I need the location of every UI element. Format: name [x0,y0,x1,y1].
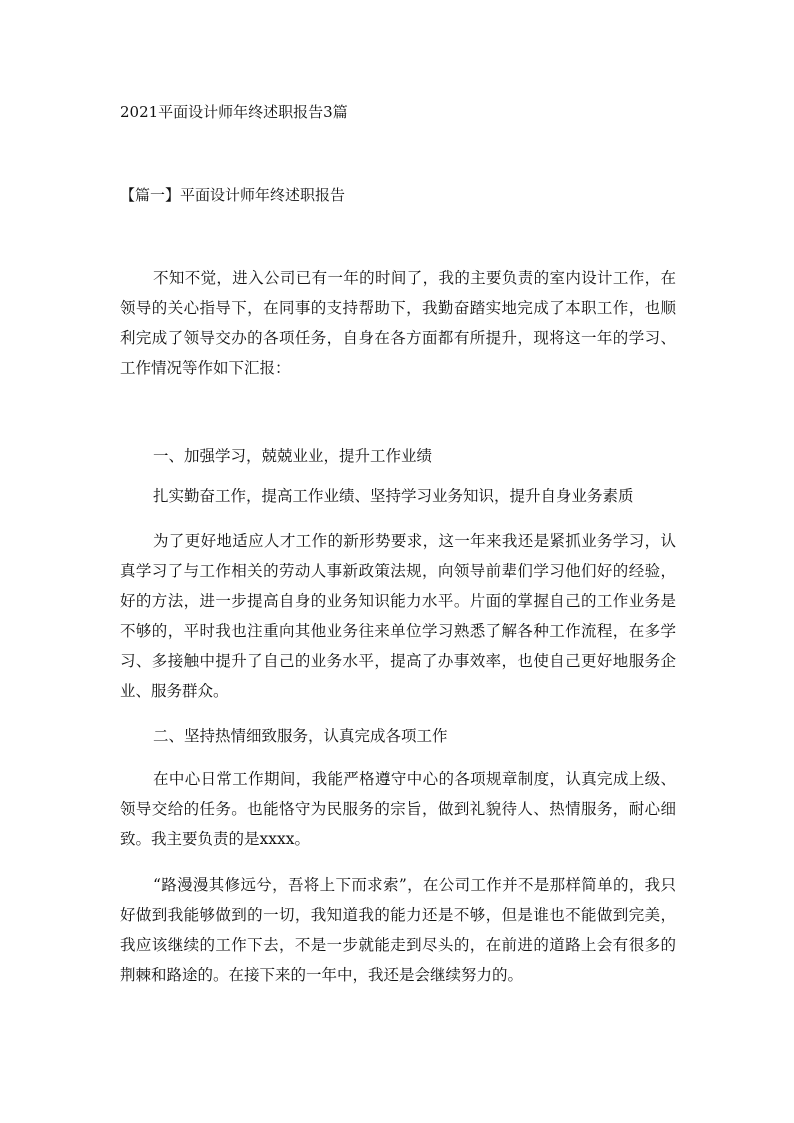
section-title: 【篇一】平面设计师年终述职报告 [120,186,346,204]
service-paragraph: 在中心日常工作期间，我能严格遵守中心的各项规章制度，认真完成上级、领导交给的任务。也能恪守为民服务的宗旨，做到礼貌待人、热情服务，耐心细致。我主要负责的是xxxx。 [120,770,676,848]
sub-heading: 扎实勤奋工作，提高工作业绩、坚持学习业务知识，提升自身业务素质 [153,487,634,505]
learning-paragraph: 为了更好地适应人才工作的新形势要求，这一年来我还是紧抓业务学习，认真学习了与工作相关的劳动人事新政策法规，向领导前辈们学习他们好的经验，好的方法，进一步提高自身的业务知识能力水平。片面的掌握自己的工作业务是不够的，平时我也注重向其他业务往来单位学习熟悉了解各种工作流程，在多学习、多接触中提升了自己的业务水平，提高了办事效率，也使自己更好地服务企业、服务群众。 [120,532,676,700]
heading-one: 一、加强学习，兢兢业业，提升工作业绩 [153,447,433,465]
intro-paragraph: 不知不觉，进入公司已有一年的时间了，我的主要负责的室内设计工作，在领导的关心指导下，在同事的支持帮助下，我勤奋踏实地完成了本职工作，也顺利完成了领导交办的各项任务，自身在各方面都有所提升，现将这一年的学习、工作情况等作如下汇报： [120,269,676,377]
closing-paragraph: “路漫漫其修远兮，吾将上下而求索”，在公司工作并不是那样简单的，我只好做到我能够做到的一切，我知道我的能力还是不够，但是谁也不能做到完美，我应该继续的工作下去，不是一步就能走到尽头的，在前进的道路上会有很多的荆棘和路途的。在接下来的一年中，我还是会继续努力的。 [120,876,676,984]
heading-two: 二、坚持热情细致服务，认真完成各项工作 [153,727,448,745]
document-title: 2021平面设计师年终述职报告3篇 [120,103,348,121]
